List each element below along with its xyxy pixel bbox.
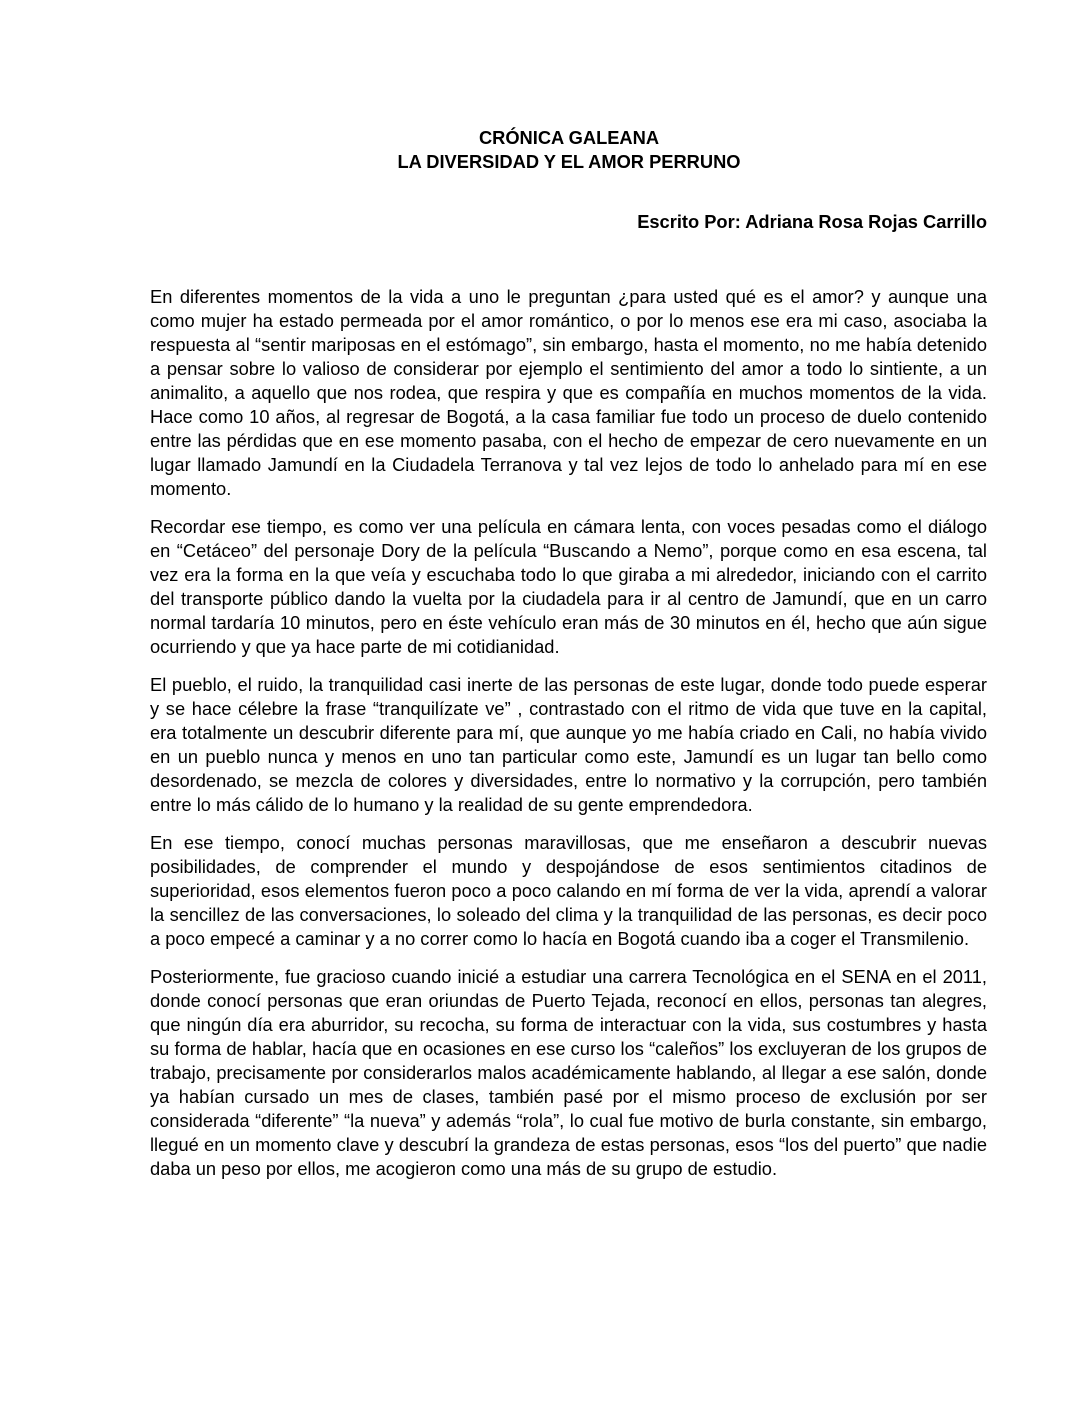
title-line-2: LA DIVERSIDAD Y EL AMOR PERRUNO	[397, 151, 741, 172]
paragraph-3: El pueblo, el ruido, la tranquilidad casi inerte de las personas de este lugar, donde todo puede esperar y se hace célebre la frase “tranquilízate ve” , contrastado con el ritmo de vida que tuve en la capital, era totalmente un descubrir diferente para mí, que aunque yo me había criado en Cali, no había vivido en un pueblo nunca y menos en uno tan particular como este, Jamundí es un lugar tan bello como desordenado, se mezcla de colores y diversidades, entre lo normativo y la corrupción, pero también entre lo más cálido de lo humano y la realidad de su gente emprendedora.	[150, 674, 987, 815]
paragraph-5: Posteriormente, fue gracioso cuando inicié a estudiar una carrera Tecnológica en el SENA en el 2011, donde conocí personas que eran oriundas de Puerto Tejada, reconocí en ellos, personas tan alegres, que ningún día era aburridor, su recocha, su forma de interactuar con la vida, sus costumbres y hasta su forma de hablar, hacía que en ocasiones en ese curso los “caleños” los excluyeran de los grupos de trabajo, precisamente por considerarlos malos académicamente hablando, al llegar a ese salón, donde ya habían cursado un mes de clases, también pasé por el mismo proceso de exclusión por ser considerada “diferente” “la nueva” y además “rola”, lo cual fue motivo de burla constante, sin embargo, llegué en un momento clave y descubrí la grandeza de estas personas, esos “los del puerto” que nadie daba un peso por ellos, me acogieron como una más de su grupo de estudio.	[150, 966, 987, 1179]
document-body	[150, 285, 987, 1195]
document-title	[150, 126, 988, 174]
title-line-1: CRÓNICA GALEANA	[478, 127, 660, 148]
paragraph-4: En ese tiempo, conocí muchas personas maravillosas, que me enseñaron a descubrir nuevas posibilidades, de comprender el mundo y despojándose de esos sentimientos citadinos de superioridad, esos elementos fueron poco a poco calando en mí forma de ver la vida, aprendí a valorar la sencillez de las conversaciones, lo soleado del clima y la tranquilidad de las personas, es decir poco a poco empecé a caminar y a no correr como lo hacía en Bogotá cuando iba a coger el Transmilenio.	[150, 832, 987, 949]
paragraph-1: En diferentes momentos de la vida a uno le preguntan ¿para usted qué es el amor? y aunque una como mujer ha estado permeada por el amor romántico, o por lo menos ese era mi caso, asociaba la respuesta al “sentir mariposas en el estómago”, sin embargo, hasta el momento, no me había detenido a pensar sobre lo valioso de considerar por ejemplo el sentimiento del amor a todo lo sintiente, a un animalito, a aquello que nos rodea, que respira y que es compañía en muchos momentos de la vida. Hace como 10 años, al regresar de Bogotá, a la casa familiar fue todo un proceso de duelo contenido entre las pérdidas que en ese momento pasaba, con el hecho de empezar de cero nuevamente en un lugar llamado Jamundí en la Ciudadela Terranova y tal vez lejos de todo lo anhelado para mí en ese momento.	[150, 286, 987, 499]
paragraph-2: Recordar ese tiempo, es como ver una película en cámara lenta, con voces pesadas como el diálogo en “Cetáceo” del personaje Dory de la película “Buscando a Nemo”, porque como en esa escena, tal vez era la forma en la que veía y escuchaba todo lo que giraba a mi alrededor, iniciando con el carrito del transporte público dando la vuelta por la ciudadela para ir al centro de Jamundí, que en un carro normal tardaría 10 minutos, pero en éste vehículo eran más de 30 minutos en él, hecho que aún sigue ocurriendo y que ya hace parte de mi cotidianidad.	[150, 516, 987, 657]
author-byline: Escrito Por: Adriana Rosa Rojas Carrillo	[637, 211, 987, 232]
